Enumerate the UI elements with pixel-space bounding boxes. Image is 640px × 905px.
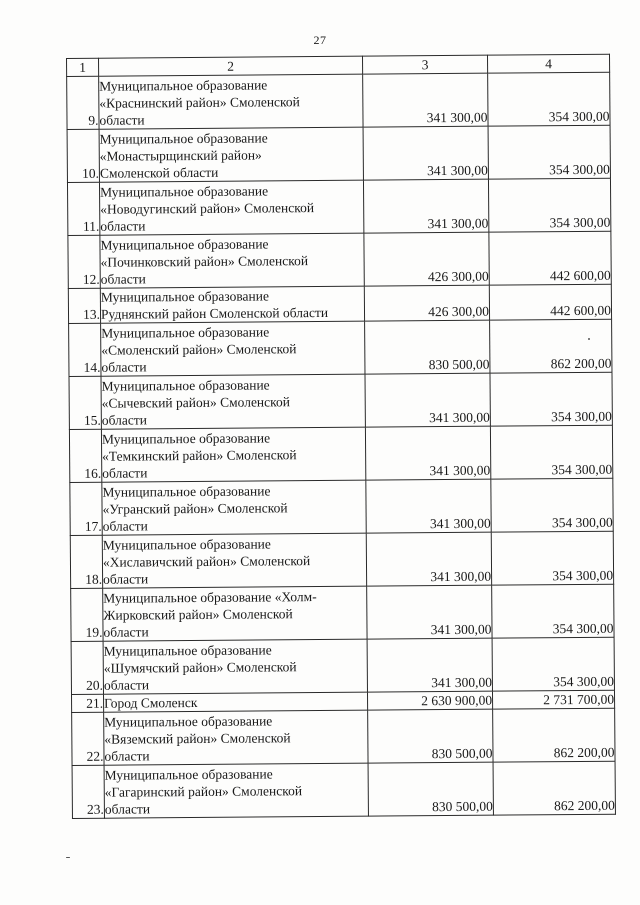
amount-col4: 442 600,00 (489, 231, 611, 285)
amount-col4: 354 300,00 (490, 372, 612, 426)
amount-col3: 341 300,00 (365, 426, 490, 480)
amount-col3: 341 300,00 (363, 126, 488, 180)
table-row (69, 425, 612, 482)
amount-col3: 341 300,00 (367, 585, 492, 639)
municipality-name: Муниципальное образование «Краснинский район» Смоленской области (99, 74, 363, 129)
row-number: 16. (69, 429, 101, 482)
amount-col3: 341 300,00 (363, 73, 488, 127)
amount-col4: 354 300,00 (488, 72, 610, 126)
row-number: 10. (67, 129, 99, 182)
table-row (68, 231, 611, 288)
table-row (67, 178, 610, 235)
municipality-name: Муниципальное образование «Монастырщинский район» Смоленской области (99, 127, 363, 182)
row-number: 14. (69, 323, 101, 376)
amount-col3: 341 300,00 (363, 179, 488, 233)
row-number: 17. (70, 482, 102, 535)
amount-col3: 2 630 900,00 (367, 691, 492, 710)
municipality-name: Город Смоленск (103, 692, 367, 712)
row-number: 15. (69, 376, 101, 429)
table-row (69, 319, 612, 376)
table-row (67, 125, 610, 182)
amount-col4: 862 200,00 (490, 319, 612, 373)
row-number: 12. (68, 235, 100, 288)
municipality-name: Муниципальное образование «Сычевский район» Смоленской области (101, 374, 365, 429)
municipality-name: Муниципальное образование «Шумячский район» Смоленской области (103, 639, 367, 694)
row-number: 23. (72, 765, 104, 818)
scan-speck (66, 857, 70, 858)
amount-col4: 862 200,00 (493, 761, 615, 815)
amount-col3: 341 300,00 (365, 373, 490, 427)
municipality-name: Муниципальное образование «Гагаринский район» Смоленской области (104, 763, 368, 818)
table-body (67, 72, 616, 818)
table-row (68, 284, 611, 323)
amount-col4: 354 300,00 (491, 478, 613, 532)
amount-col3: 830 500,00 (368, 709, 493, 763)
row-number: 19. (71, 588, 103, 641)
row-number: 9. (67, 76, 99, 129)
amount-col4: 354 300,00 (488, 178, 610, 232)
municipality-name: Муниципальное образование «Вяземский район» Смоленской области (104, 710, 368, 765)
column-header-3: 3 (362, 55, 487, 74)
scan-speck (588, 338, 590, 340)
amount-col4: 354 300,00 (491, 531, 613, 585)
amount-col3: 426 300,00 (364, 232, 489, 286)
row-number: 13. (68, 288, 100, 323)
table-row (72, 761, 615, 818)
table-row (72, 708, 615, 765)
municipality-name: Муниципальное образование «Холм- Жирковский район» Смоленской области (103, 586, 367, 641)
table-row (70, 531, 613, 588)
amount-col3: 341 300,00 (366, 479, 491, 533)
municipality-name: Муниципальное образование «Хиславичский район» Смоленской области (102, 533, 366, 588)
row-number: 20. (71, 641, 103, 694)
municipality-name: Муниципальное образование Руднянский район Смоленской области (100, 286, 364, 323)
table-row (67, 72, 610, 129)
amount-col3: 830 500,00 (368, 762, 493, 816)
municipality-name: Муниципальное образование «Темкинский район» Смоленской области (101, 427, 365, 482)
table-row (71, 637, 614, 694)
municipality-name: Муниципальное образование «Угранский район» Смоленской области (102, 480, 366, 535)
column-header-1: 1 (67, 58, 99, 76)
amount-col4: 354 300,00 (488, 125, 610, 179)
amount-col4: 442 600,00 (489, 284, 611, 320)
table-row (71, 584, 614, 641)
table-row (69, 372, 612, 429)
column-header-2: 2 (99, 56, 363, 76)
amount-col4: 2 731 700,00 (492, 690, 614, 709)
allocation-table (66, 54, 616, 819)
amount-col4: 354 300,00 (490, 425, 612, 479)
municipality-name: Муниципальное образование «Починковский район» Смоленской области (100, 233, 364, 288)
amount-col3: 341 300,00 (366, 532, 491, 586)
row-number: 21. (71, 694, 103, 712)
page-number: 27 (313, 33, 327, 47)
row-number: 22. (72, 712, 104, 765)
amount-col3: 830 500,00 (365, 320, 490, 374)
column-header-4: 4 (487, 54, 609, 73)
row-number: 18. (70, 535, 102, 588)
amount-col4: 354 300,00 (492, 637, 614, 691)
amount-col4: 862 200,00 (493, 708, 615, 762)
amount-col3: 341 300,00 (367, 638, 492, 692)
amount-col3: 426 300,00 (364, 285, 489, 321)
amount-col4: 354 300,00 (492, 584, 614, 638)
row-number: 11. (67, 182, 99, 235)
municipality-name: Муниципальное образование «Новодугинский район» Смоленской области (99, 180, 363, 235)
table-row (70, 478, 613, 535)
municipality-name: Муниципальное образование «Смоленский район» Смоленской области (101, 321, 365, 376)
